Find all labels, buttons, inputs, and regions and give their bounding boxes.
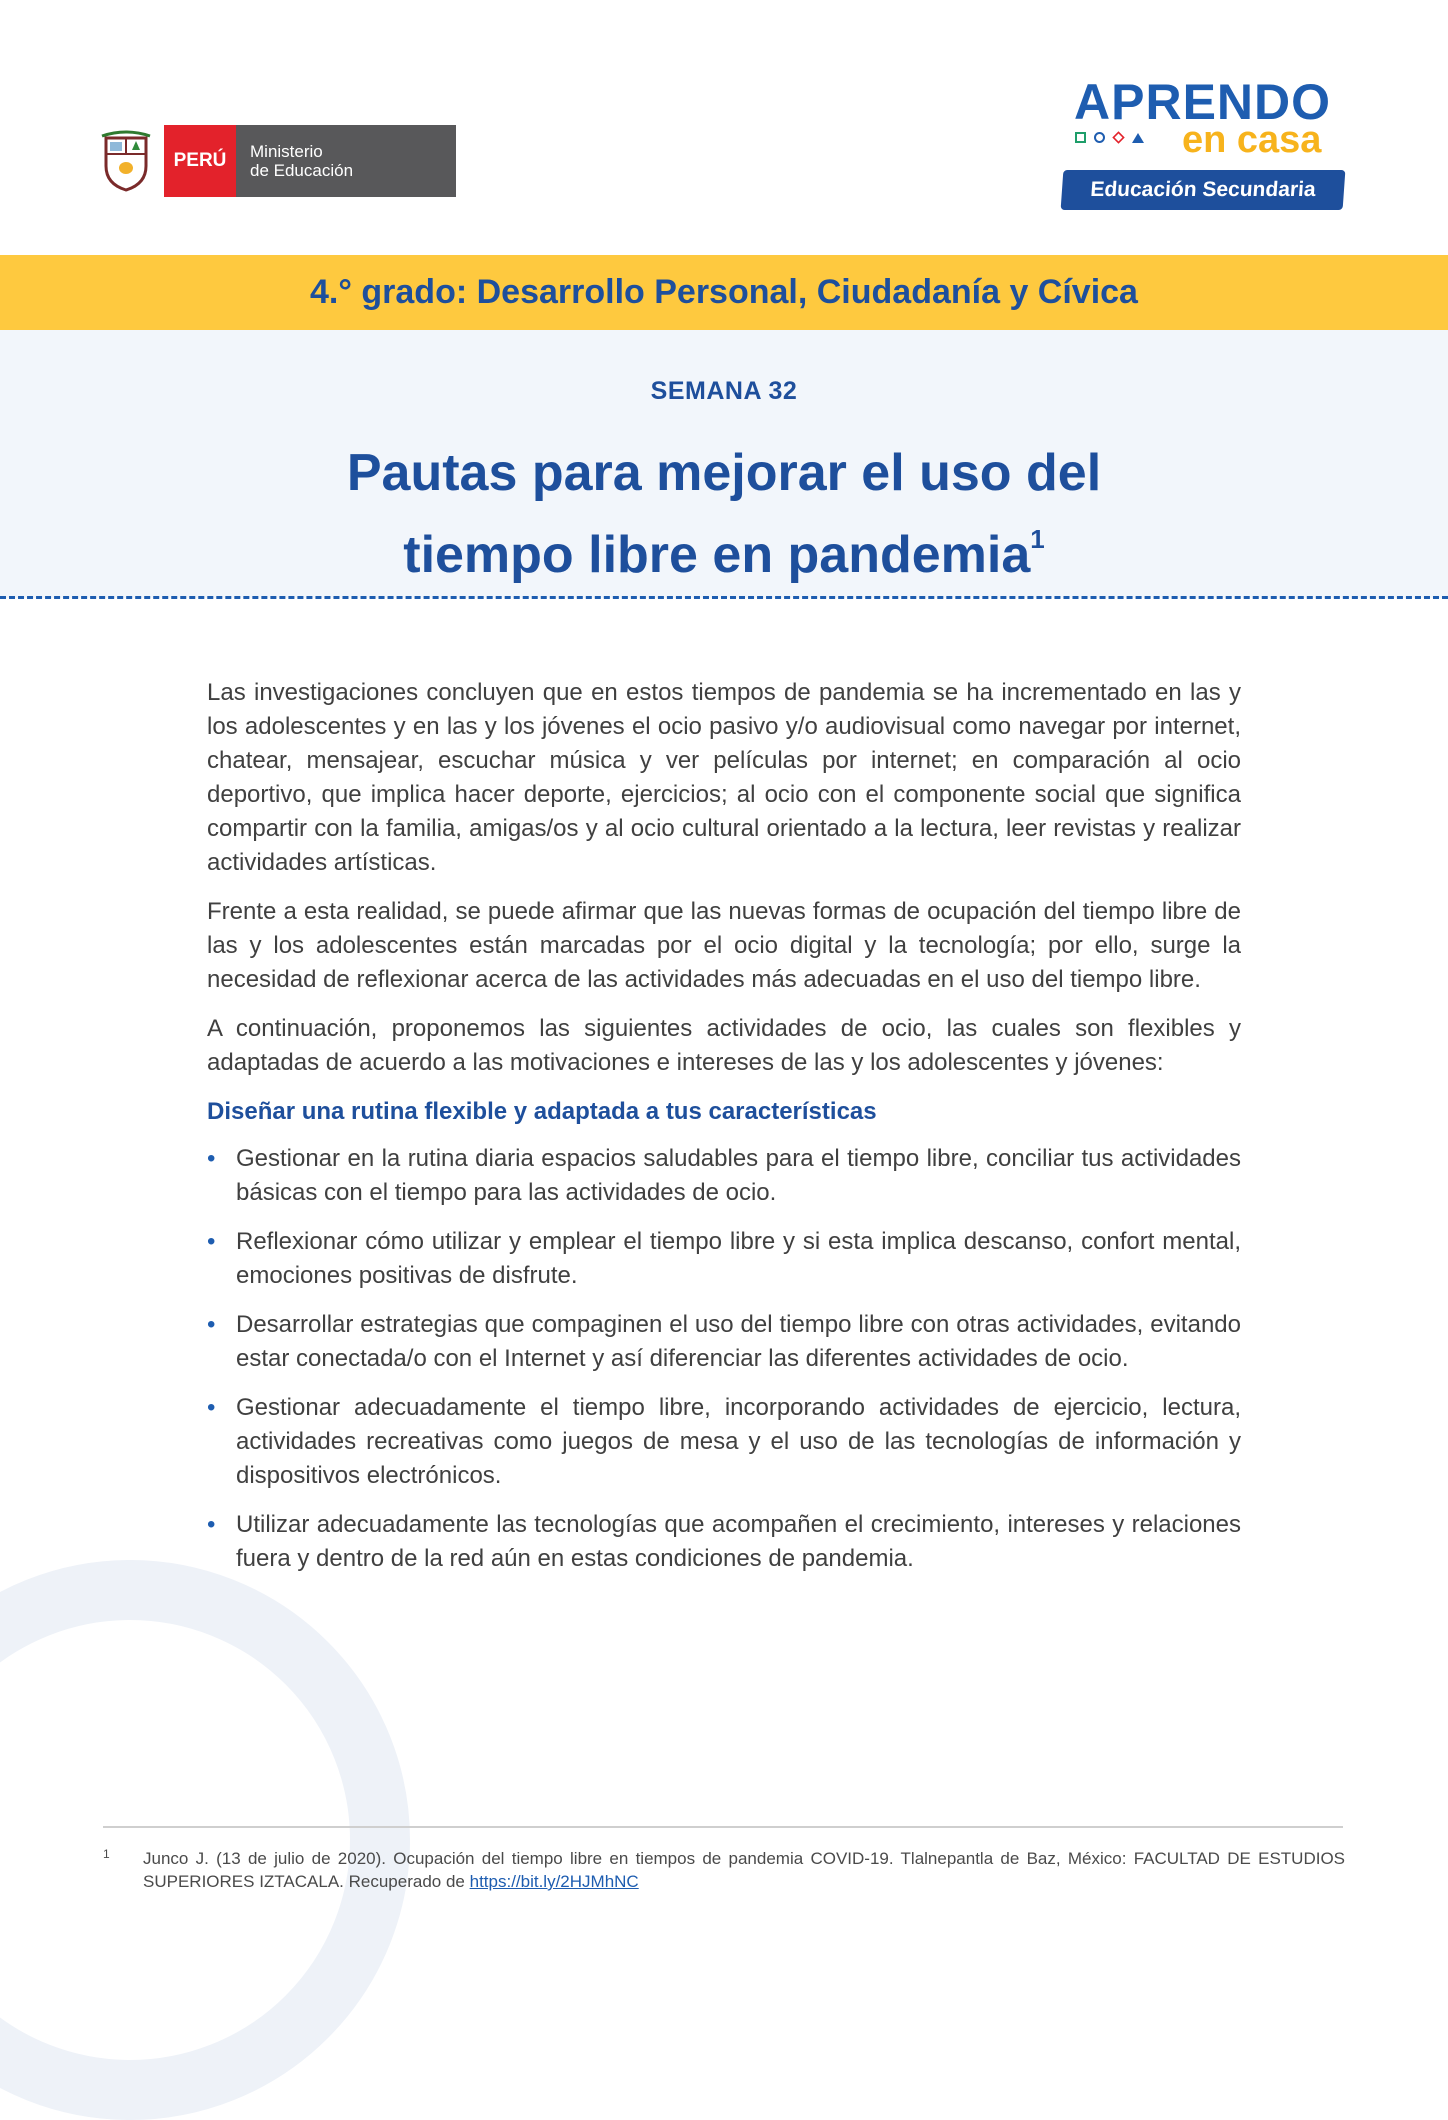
bullet-icon: • xyxy=(207,1228,216,1255)
square-icon xyxy=(1075,132,1086,143)
list-item xyxy=(207,1225,1241,1293)
circle-icon xyxy=(1094,132,1105,143)
peru-label: PERÚ xyxy=(164,125,236,197)
bullet-icon: • xyxy=(207,1394,216,1421)
peru-coat-of-arms-icon xyxy=(100,130,152,192)
dashed-divider xyxy=(0,596,1448,599)
title-line-2: tiempo libre en pandemia xyxy=(403,526,1031,584)
list-item-text: Gestionar en la rutina diaria espacios saludables para el tiempo libre, conciliar tus actividades básicas con el tiempo para las actividades de ocio. xyxy=(236,1145,1241,1206)
main-content xyxy=(207,676,1241,1591)
minedu-logo xyxy=(100,125,456,197)
diamond-icon xyxy=(1112,131,1124,143)
bullet-icon: • xyxy=(207,1311,216,1338)
list-item-text: Reflexionar cómo utilizar y emplear el tiempo libre y si esta implica descanso, confort mental, emociones positivas de disfrute. xyxy=(236,1228,1241,1289)
list-item xyxy=(207,1391,1241,1493)
list-item-text: Desarrollar estrategias que compaginen el uso del tiempo libre con otras actividades, evitando estar conectada/o con el Internet y así diferenciar las diferentes actividades de ocio. xyxy=(236,1311,1241,1372)
bullet-icon: • xyxy=(207,1145,216,1172)
aprendo-title: APRENDO xyxy=(1074,74,1332,130)
list-item xyxy=(207,1142,1241,1210)
footnote xyxy=(103,1847,1345,1893)
education-level-badge: Educación Secundaria xyxy=(1061,170,1346,210)
ministry-label xyxy=(236,125,456,197)
shapes-decoration xyxy=(1075,132,1144,143)
section-subheading: Diseñar una rutina flexible y adaptada a tus características xyxy=(207,1098,877,1125)
paragraph-3: A continuación, proponemos las siguientes actividades de ocio, las cuales son flexibles y adaptadas de acuerdo a las motivaciones e intereses de las y los adolescentes y jóvenes: xyxy=(207,1015,1241,1076)
title-line-1: Pautas para mejorar el uso del xyxy=(346,444,1102,502)
list-item xyxy=(207,1308,1241,1376)
footnote-text: Junco J. (13 de julio de 2020). Ocupación del tiempo libre en tiempos de pandemia COVID-19. Tlalnepantla de Baz, México: FACULTAD DE ESTUDIOS SUPERIORES IZTACALA. Recuperado de xyxy=(143,1849,1345,1891)
page-header xyxy=(0,0,1448,255)
ministry-line-1: Ministerio xyxy=(250,142,323,161)
triangle-icon xyxy=(1132,133,1144,143)
title-footnote-mark: 1 xyxy=(1030,524,1045,554)
activity-list xyxy=(207,1142,1241,1576)
footnote-number: 1 xyxy=(103,1847,110,1861)
footnote-text-block xyxy=(143,1847,1345,1893)
ministry-line-2: de Educación xyxy=(250,161,354,180)
week-label: SEMANA 32 xyxy=(650,377,798,405)
paragraph-1: Las investigaciones concluyen que en estos tiempos de pandemia se ha incrementado en las y los adolescentes y en las y los jóvenes el ocio pasivo y/o audiovisual como navegar por internet, chatear, mensajear, escuchar música y ver películas por internet; en comparación al ocio deportivo, que implica hacer deporte, ejercicios; al ocio con el componente social que significa compartir con la familia, amigas/os y al ocio cultural orientado a la lectura, leer revistas y realizar actividades artísticas. xyxy=(207,679,1241,876)
title-area xyxy=(0,330,1448,598)
aprendo-en-casa-logo xyxy=(1060,74,1350,214)
bullet-icon: • xyxy=(207,1511,216,1538)
grade-subject-band: 4.° grado: Desarrollo Personal, Ciudadanía y Cívica xyxy=(0,255,1448,330)
footnote-link[interactable]: https://bit.ly/2HJMhNC xyxy=(469,1872,639,1891)
paragraph-2: Frente a esta realidad, se puede afirmar que las nuevas formas de ocupación del tiempo libre de las y los adolescentes están marcadas por el ocio digital y la tecnología; por ello, surge la necesidad de reflexionar acerca de las actividades más adecuadas en el uso del tiempo libre. xyxy=(207,898,1241,993)
list-item-text: Utilizar adecuadamente las tecnologías que acompañen el crecimiento, intereses y relaciones fuera y dentro de la red aún en estas condiciones de pandemia. xyxy=(236,1511,1241,1572)
list-item-text: Gestionar adecuadamente el tiempo libre, incorporando actividades de ejercicio, lectura, actividades recreativas como juegos de mesa y el uso de las tecnologías de información y dispositivos electrónicos. xyxy=(236,1394,1241,1489)
aprendo-subtitle: en casa xyxy=(1182,119,1322,161)
decorative-circle xyxy=(0,1560,410,2120)
list-item xyxy=(207,1508,1241,1576)
page-title xyxy=(0,440,1448,588)
footnote-divider xyxy=(103,1826,1343,1828)
